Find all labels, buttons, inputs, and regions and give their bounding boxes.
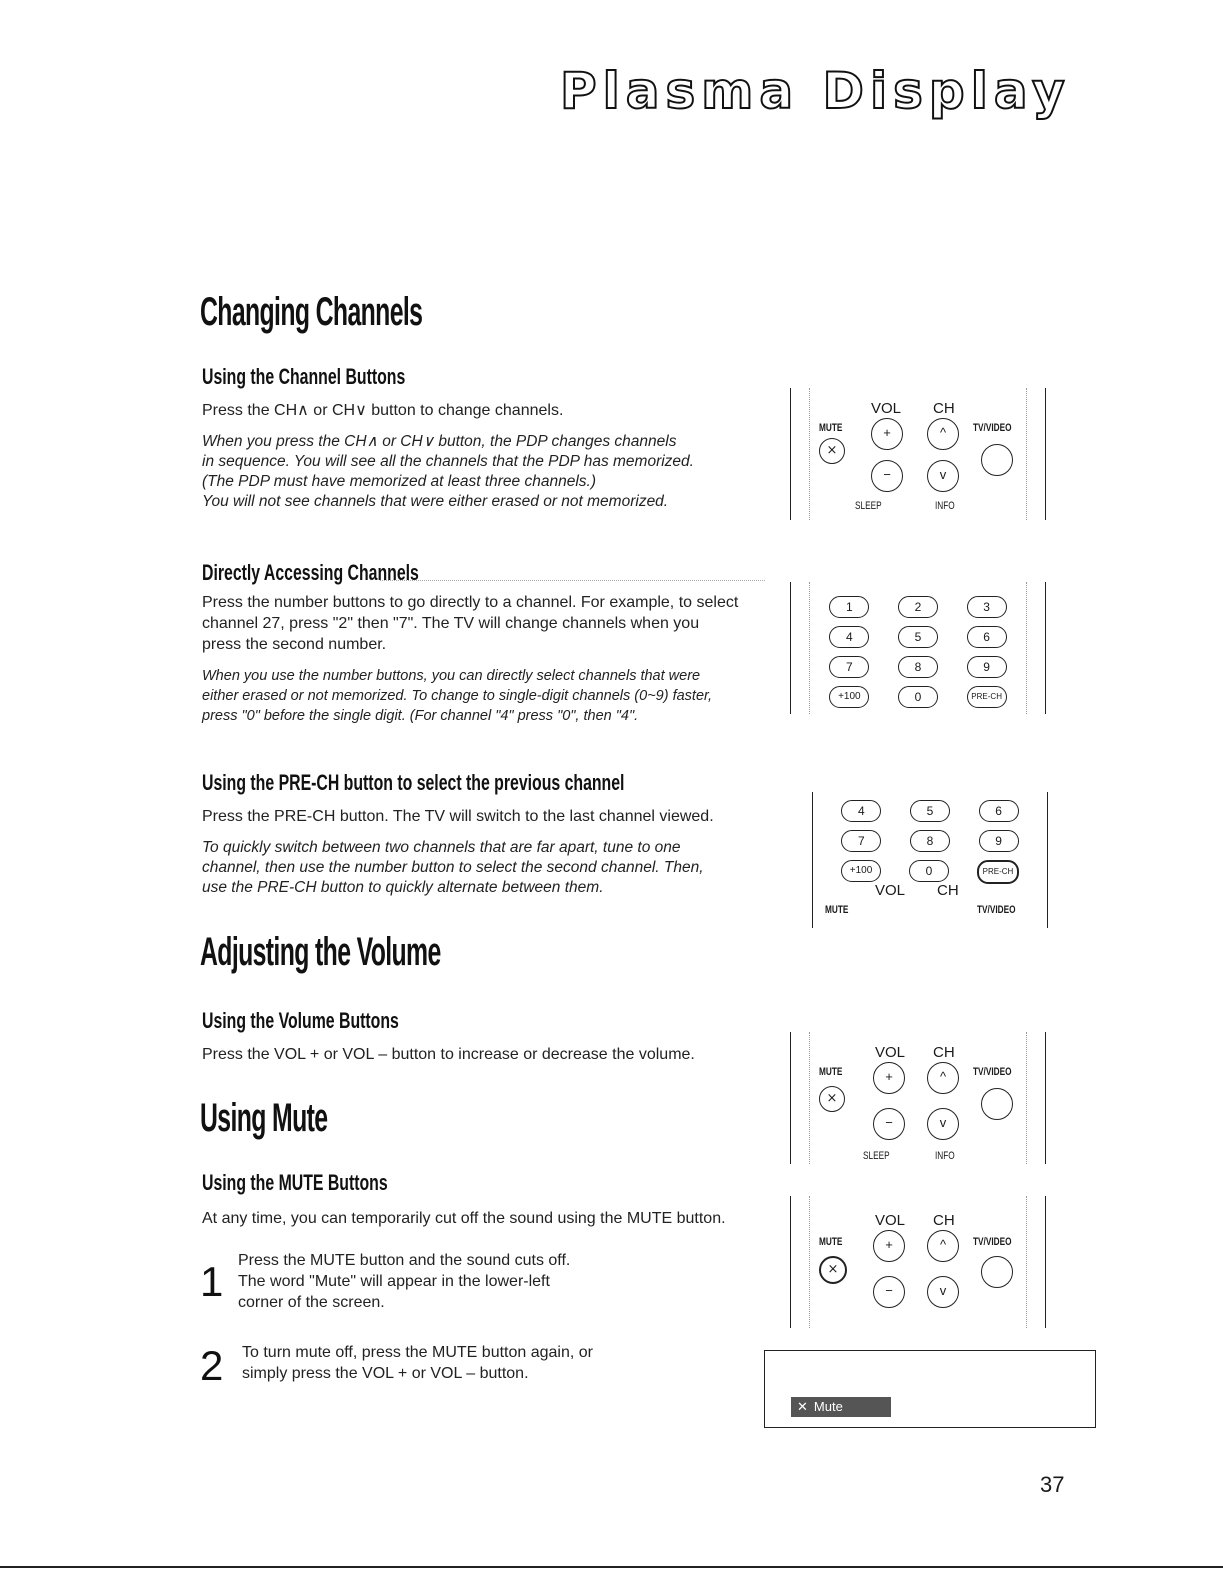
number-button: 7 <box>841 830 881 852</box>
numpad-row <box>791 656 1045 678</box>
step-text <box>238 1250 570 1313</box>
number-button: 5 <box>898 626 938 648</box>
step-line: corner of the screen. <box>238 1294 385 1311</box>
page-header-title: Plasma Display <box>560 62 1071 120</box>
text-direct-access <box>202 592 738 655</box>
number-button: 4 <box>841 800 881 822</box>
ch-up-icon: ^ <box>927 1230 959 1262</box>
mute-osd-badge <box>791 1397 891 1417</box>
mute-osd-label: Mute <box>813 1399 843 1414</box>
bottom-rule <box>0 1566 1223 1568</box>
page-number: 37 <box>1040 1472 1065 1497</box>
ch-down-icon: v <box>927 1276 959 1308</box>
vol-down-button: − <box>873 1108 905 1140</box>
prech-button: PRE-CH <box>977 860 1019 884</box>
number-button: 0 <box>909 860 949 882</box>
numpad-row <box>791 626 1045 648</box>
number-button: 3 <box>967 596 1007 618</box>
number-button: 0 <box>898 686 938 708</box>
numpad-row <box>791 686 1045 708</box>
step-text <box>242 1342 593 1384</box>
number-button: 1 <box>829 596 869 618</box>
numpad-row <box>813 860 1047 884</box>
mute-label: MUTE <box>825 904 849 916</box>
section-title-mute: Using Mute <box>200 1096 328 1140</box>
number-button: 8 <box>898 656 938 678</box>
number-button: 9 <box>979 830 1019 852</box>
text-line: channel 27, press "2" then "7". The TV will change channels when you <box>202 615 700 632</box>
step-line: The word "Mute" will appear in the lower-left <box>238 1273 550 1290</box>
text-line: press the second number. <box>202 636 387 653</box>
mute-icon: ⨯ <box>819 1086 845 1112</box>
sleep-label: SLEEP <box>855 500 882 512</box>
note-line: To quickly switch between two channels that are far apart, tune to one <box>202 839 681 856</box>
vol-down-button: − <box>873 1276 905 1308</box>
note-line: channel, then use the number button to select the second channel. Then, <box>202 859 704 876</box>
vol-up-button: + <box>873 1230 905 1262</box>
number-button: 8 <box>910 830 950 852</box>
tvvideo-label: TV/VIDEO <box>977 904 1016 916</box>
info-label: INFO <box>935 1150 955 1162</box>
note-line: either erased or not memorized. To change to single-digit channels (0~9) faster, <box>202 688 713 704</box>
ch-up-icon: ^ <box>927 418 959 450</box>
tvvideo-button <box>981 444 1013 476</box>
vol-up-button: + <box>871 418 903 450</box>
numpad-row <box>791 596 1045 618</box>
text-volume: Press the VOL + or VOL – button to increase or decrease the volume. <box>202 1046 695 1063</box>
text-mute: At any time, you can temporarily cut off the sound using the MUTE button. <box>202 1210 726 1227</box>
ch-label: CH <box>937 882 959 899</box>
vol-label: VOL <box>875 882 906 899</box>
note-line: use the PRE-CH button to quickly alternate between them. <box>202 879 604 896</box>
number-button: 5 <box>910 800 950 822</box>
number-button: +100 <box>841 860 881 882</box>
number-button: 4 <box>829 626 869 648</box>
ch-up-icon: ^ <box>927 1062 959 1094</box>
tvvideo-label: TV/VIDEO <box>973 422 1012 434</box>
note-line: (The PDP must have memorized at least three channels.) <box>202 473 596 490</box>
note-line: press "0" before the single digit. (For channel "4" press "0", then "4". <box>202 708 639 724</box>
vol-label: VOL <box>871 400 902 417</box>
tvvideo-label: TV/VIDEO <box>973 1236 1012 1248</box>
text-channel-buttons: Press the CH∧ or CH∨ button to change channels. <box>202 402 564 419</box>
section-title-volume: Adjusting the Volume <box>200 930 441 974</box>
vol-label: VOL <box>875 1212 906 1229</box>
mute-label: MUTE <box>819 422 843 434</box>
mute-label: MUTE <box>819 1066 843 1078</box>
remote-illustration-prech <box>812 792 1048 928</box>
note-line: You will not see channels that were either erased or not memorized. <box>202 493 669 510</box>
heading-prech: Using the PRE-CH button to select the previous channel <box>202 770 625 795</box>
ch-label: CH <box>933 400 955 417</box>
step-number: 2 <box>200 1342 224 1389</box>
remote-illustration-volume <box>790 1032 1046 1164</box>
tvvideo-button <box>981 1256 1013 1288</box>
ch-down-icon: v <box>927 460 959 492</box>
numpad-row <box>813 800 1047 822</box>
mute-icon: ⨯ <box>819 1256 847 1284</box>
step-line: Press the MUTE button and the sound cuts off. <box>238 1252 571 1269</box>
ch-label: CH <box>933 1212 955 1229</box>
section-title-changing-channels: Changing Channels <box>200 290 423 334</box>
step-line: simply press the VOL + or VOL – button. <box>242 1365 529 1382</box>
heading-direct-access: Directly Accessing Channels <box>202 560 419 585</box>
heading-channel-buttons: Using the Channel Buttons <box>202 364 406 389</box>
heading-mute-buttons: Using the MUTE Buttons <box>202 1170 388 1195</box>
vol-down-button: − <box>871 460 903 492</box>
tvvideo-button <box>981 1088 1013 1120</box>
text-line: Press the number buttons to go directly to a channel. For example, to select <box>202 594 739 611</box>
heading-volume-buttons: Using the Volume Buttons <box>202 1008 399 1033</box>
mute-label: MUTE <box>819 1236 843 1248</box>
number-button: 9 <box>967 656 1007 678</box>
info-label: INFO <box>935 500 955 512</box>
note-prech <box>202 838 704 898</box>
note-line: When you use the number buttons, you can directly select channels that were <box>202 668 701 684</box>
note-channel-buttons <box>202 432 694 512</box>
screen-illustration <box>764 1350 1096 1428</box>
step-number: 1 <box>200 1258 224 1305</box>
note-line: in sequence. You will see all the channels that the PDP has memorized. <box>202 453 694 470</box>
tvvideo-label: TV/VIDEO <box>973 1066 1012 1078</box>
prech-button: PRE-CH <box>967 686 1007 708</box>
text-prech: Press the PRE-CH button. The TV will switch to the last channel viewed. <box>202 808 714 825</box>
number-button: 2 <box>898 596 938 618</box>
ch-down-icon: v <box>927 1108 959 1140</box>
remote-illustration-vol-ch <box>790 388 1046 520</box>
speaker-mute-icon: ✕ <box>797 1399 808 1414</box>
number-button: 6 <box>967 626 1007 648</box>
remote-illustration-numpad <box>790 582 1046 714</box>
number-button: 7 <box>829 656 869 678</box>
note-direct-access <box>202 666 712 726</box>
ch-label: CH <box>933 1044 955 1061</box>
numpad-row <box>813 830 1047 852</box>
remote-illustration-mute <box>790 1196 1046 1328</box>
number-button: 6 <box>979 800 1019 822</box>
divider <box>380 580 765 581</box>
vol-up-button: + <box>873 1062 905 1094</box>
vol-label: VOL <box>875 1044 906 1061</box>
number-button: +100 <box>829 686 869 708</box>
step-line: To turn mute off, press the MUTE button again, or <box>242 1344 593 1361</box>
note-line: When you press the CH∧ or CH∨ button, the PDP changes channels <box>202 433 677 450</box>
mute-icon: ⨯ <box>819 438 845 464</box>
sleep-label: SLEEP <box>863 1150 890 1162</box>
